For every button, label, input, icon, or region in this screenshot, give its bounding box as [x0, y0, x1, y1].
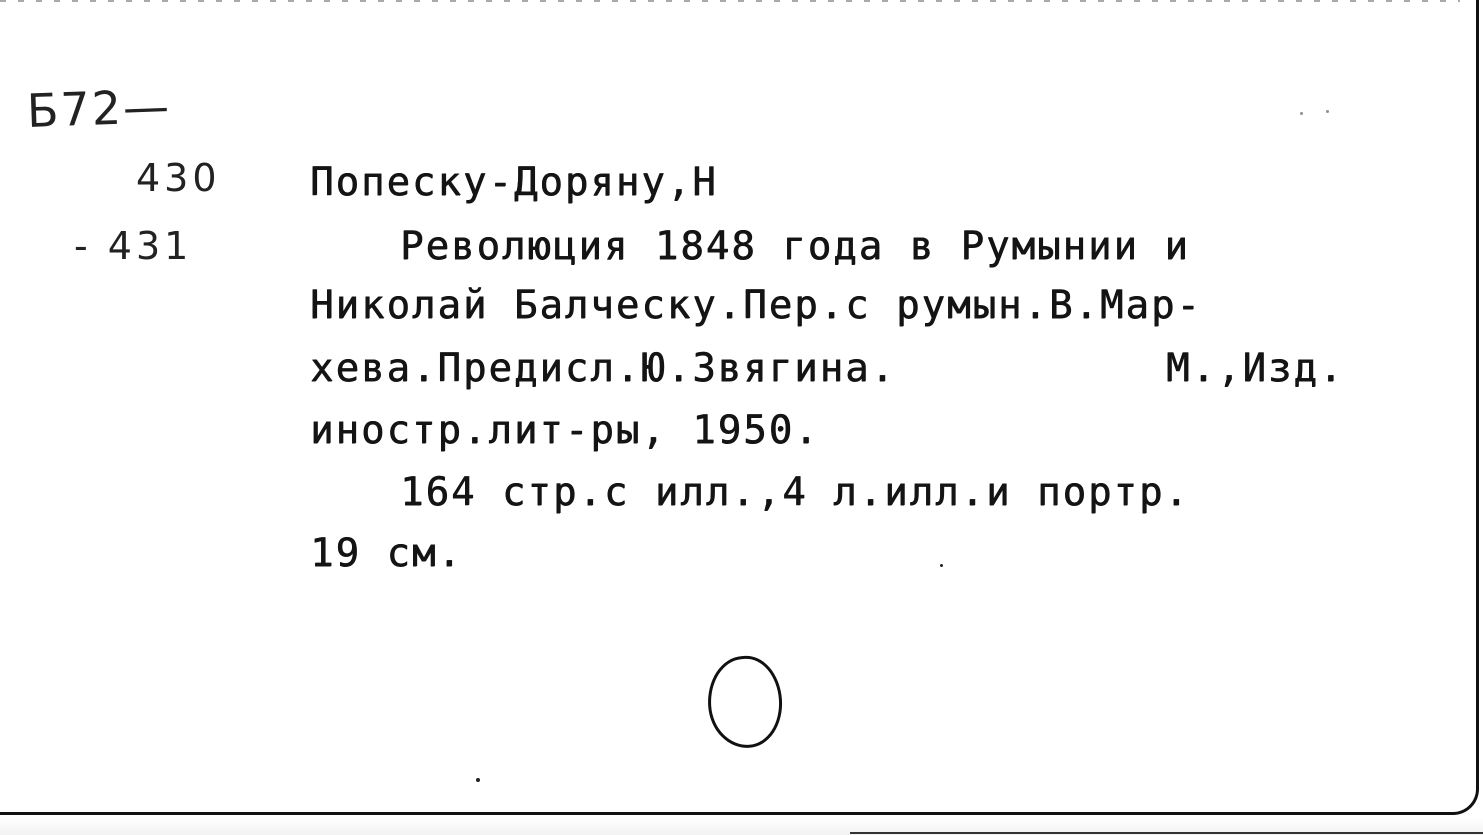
scan-speck: [940, 564, 943, 567]
dimensions-line: 19 см.: [310, 531, 463, 576]
card-top-edge: [0, 0, 1460, 2]
scanner-edge-line: [850, 832, 1483, 834]
imprint-line: иностр.лит-ры, 1950.: [310, 408, 820, 453]
scan-speck: [1300, 112, 1303, 115]
title-line-3: хева.Предисл.Ю.Звягина.: [310, 346, 897, 391]
call-number-range-from: 430: [136, 156, 221, 200]
author-heading: Попеску-Доряну,Н: [310, 160, 718, 205]
title-line-2: Николай Балческу.Пер.с румын.В.Мар-: [310, 283, 1202, 328]
punch-hole: [705, 654, 785, 751]
call-number-range-to: - 431: [74, 224, 193, 268]
title-line-1: Революция 1848 года в Румынии и: [400, 224, 1190, 269]
collation-line: 164 стр.с илл.,4 л.илл.и портр.: [400, 470, 1190, 515]
call-number-main: Б72—: [26, 78, 172, 138]
publisher-place: М.,Изд.: [1166, 346, 1345, 391]
scan-speck: [1326, 110, 1329, 113]
scan-speck: [476, 778, 480, 782]
